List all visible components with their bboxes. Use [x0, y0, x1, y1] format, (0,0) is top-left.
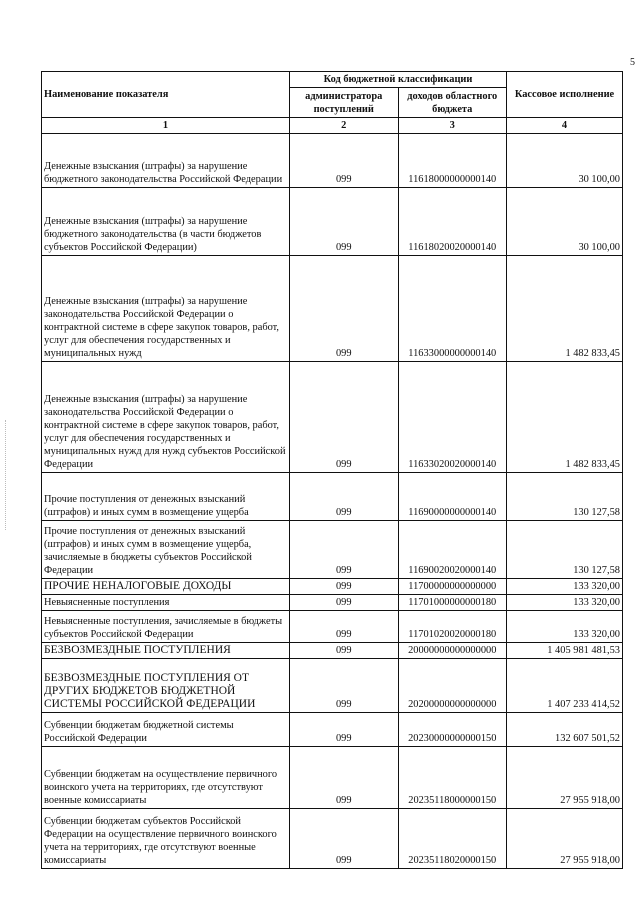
table-row [42, 134, 623, 188]
table-row [42, 809, 623, 869]
row-amount: 1 482 833,45 [507, 362, 623, 473]
row-revenue-code: 20235118020000150 [398, 809, 507, 869]
row-name: Денежные взыскания (штрафы) за нарушение законодательства Российской Федерации о контрактной системе в сфере закупок товаров, работ, услуг для обеспечения государственных и муниципальных нужд [42, 256, 290, 362]
row-name: Денежные взыскания (штрафы) за нарушение бюджетного законодательства (в части бюджетов субъектов Российской Федерации) [42, 188, 290, 256]
row-administrator: 099 [290, 579, 399, 595]
row-amount: 1 407 233 414,52 [507, 659, 623, 713]
row-administrator: 099 [290, 521, 399, 579]
header-budget-code: Код бюджетной классификации [290, 72, 507, 88]
row-amount: 27 955 918,00 [507, 747, 623, 809]
row-name: Субвенции бюджетам субъектов Российской Федерации на осуществление первичного воинского учета на территориях, где отсутствуют военные комиссариаты [42, 809, 290, 869]
row-revenue-code: 20200000000000000 [398, 659, 507, 713]
row-amount: 30 100,00 [507, 188, 623, 256]
row-amount: 130 127,58 [507, 473, 623, 521]
header-administrator: администратора поступлений [290, 88, 399, 118]
row-name: Субвенции бюджетам на осуществление первичного воинского учета на территориях, где отсутствуют военные комиссариаты [42, 747, 290, 809]
row-name: Невыясненные поступления, зачисляемые в бюджеты субъектов Российской Федерации [42, 611, 290, 643]
table-row [42, 747, 623, 809]
row-name: Невыясненные поступления [42, 595, 290, 611]
row-administrator: 099 [290, 134, 399, 188]
col-number-3: 3 [398, 118, 507, 134]
table-row [42, 256, 623, 362]
page-number: 5 [630, 57, 635, 68]
row-name: Субвенции бюджетам бюджетной системы Российской Федерации [42, 713, 290, 747]
table-row [42, 579, 623, 595]
row-name: Прочие поступления от денежных взысканий (штрафов) и иных сумм в возмещение ущерба, зачисляемые в бюджеты субъектов Российской Федерации [42, 521, 290, 579]
row-administrator: 099 [290, 362, 399, 473]
table-row [42, 659, 623, 713]
row-revenue-code: 11633000000000140 [398, 256, 507, 362]
row-revenue-code: 11633020020000140 [398, 362, 507, 473]
row-administrator: 099 [290, 611, 399, 643]
table-body [42, 134, 623, 869]
table-row [42, 611, 623, 643]
row-administrator: 099 [290, 595, 399, 611]
row-administrator: 099 [290, 809, 399, 869]
row-amount: 1 482 833,45 [507, 256, 623, 362]
row-name: Прочие поступления от денежных взысканий (штрафов) и иных сумм в возмещение ущерба [42, 473, 290, 521]
row-revenue-code: 11690020020000140 [398, 521, 507, 579]
row-revenue-code: 11618000000000140 [398, 134, 507, 188]
row-administrator: 099 [290, 643, 399, 659]
row-amount: 130 127,58 [507, 521, 623, 579]
row-amount: 132 607 501,52 [507, 713, 623, 747]
row-revenue-code: 11701000000000180 [398, 595, 507, 611]
table-row [42, 521, 623, 579]
col-number-4: 4 [507, 118, 623, 134]
row-name: Денежные взыскания (штрафы) за нарушение бюджетного законодательства Российской Федерации [42, 134, 290, 188]
row-amount: 30 100,00 [507, 134, 623, 188]
row-administrator: 099 [290, 659, 399, 713]
row-administrator: 099 [290, 188, 399, 256]
table-row [42, 595, 623, 611]
row-name: Денежные взыскания (штрафы) за нарушение законодательства Российской Федерации о контрактной системе в сфере закупок товаров, работ, услуг для обеспечения государственных и муниципальных нужд для нужд субъектов Российской Федерации [42, 362, 290, 473]
row-revenue-code: 11701020020000180 [398, 611, 507, 643]
row-administrator: 099 [290, 747, 399, 809]
row-name: БЕЗВОЗМЕЗДНЫЕ ПОСТУПЛЕНИЯ [42, 643, 290, 659]
revenue-table [41, 71, 623, 869]
col-number-1: 1 [42, 118, 290, 134]
row-revenue-code: 11618020020000140 [398, 188, 507, 256]
table-row [42, 188, 623, 256]
row-amount: 133 320,00 [507, 595, 623, 611]
col-number-2: 2 [290, 118, 399, 134]
header-name: Наименование показателя [42, 72, 290, 118]
table-row [42, 473, 623, 521]
row-administrator: 099 [290, 473, 399, 521]
scan-artifact-line [5, 420, 6, 530]
table-row [42, 643, 623, 659]
header-revenue: доходов областного бюджета [398, 88, 507, 118]
row-amount: 133 320,00 [507, 579, 623, 595]
table-row [42, 362, 623, 473]
row-revenue-code: 20235118000000150 [398, 747, 507, 809]
row-revenue-code: 11700000000000000 [398, 579, 507, 595]
row-administrator: 099 [290, 256, 399, 362]
row-name: ПРОЧИЕ НЕНАЛОГОВЫЕ ДОХОДЫ [42, 579, 290, 595]
row-amount: 27 955 918,00 [507, 809, 623, 869]
header-execution: Кассовое исполнение [507, 72, 623, 118]
row-revenue-code: 11690000000000140 [398, 473, 507, 521]
row-amount: 1 405 981 481,53 [507, 643, 623, 659]
row-revenue-code: 20000000000000000 [398, 643, 507, 659]
row-amount: 133 320,00 [507, 611, 623, 643]
row-name: БЕЗВОЗМЕЗДНЫЕ ПОСТУПЛЕНИЯ ОТ ДРУГИХ БЮДЖЕТОВ БЮДЖЕТНОЙ СИСТЕМЫ РОССИЙСКОЙ ФЕДЕРАЦИИ [42, 659, 290, 713]
table-row [42, 713, 623, 747]
row-revenue-code: 20230000000000150 [398, 713, 507, 747]
row-administrator: 099 [290, 713, 399, 747]
